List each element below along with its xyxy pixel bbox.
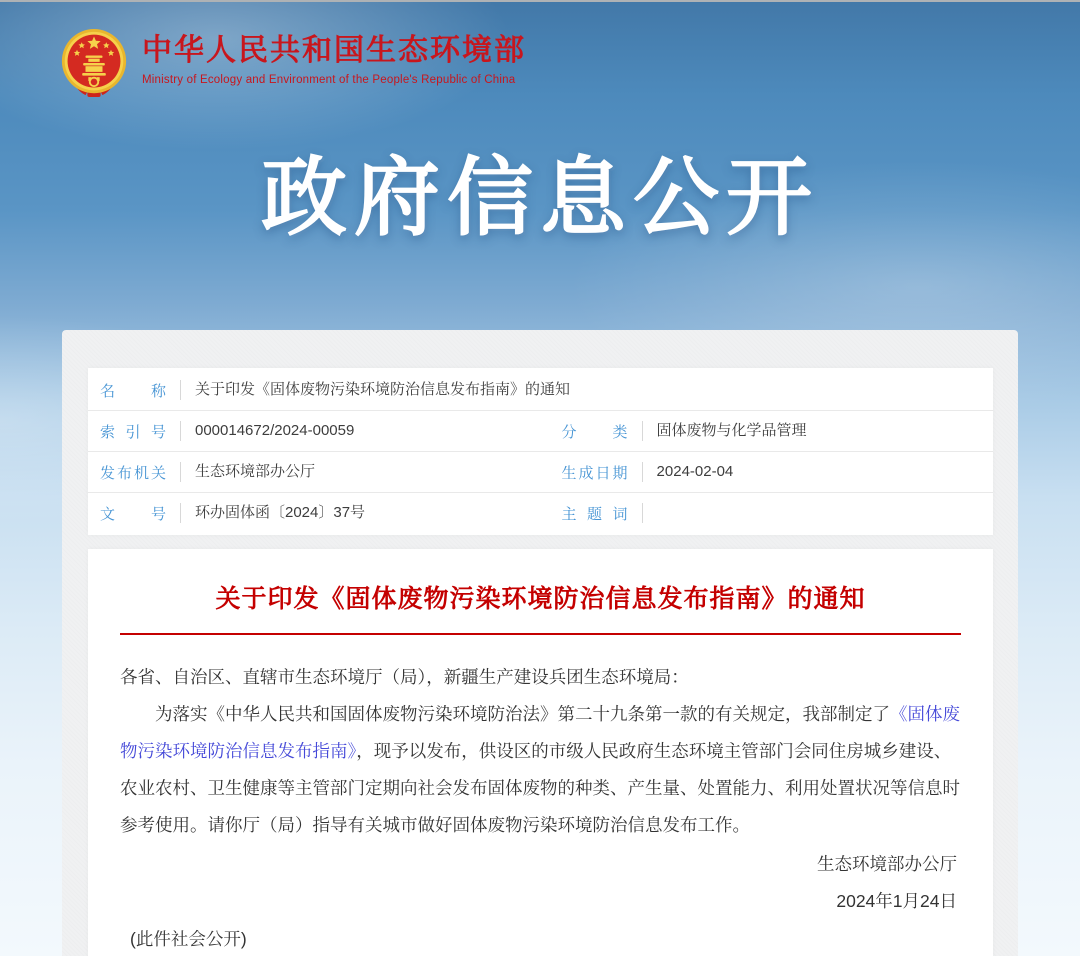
meta-value-category: 固体废物与化学品管理	[642, 421, 993, 441]
signature-block	[120, 846, 961, 920]
signature-organ: 生态环境部办公厅	[817, 854, 957, 874]
meta-label-subject-words: 主题词	[561, 505, 628, 523]
meta-value-document-number: 环办固体函〔2024〕37号	[180, 503, 550, 523]
body-text-before-link: 为落实《中华人民共和国固体废物污染环境防治法》第二十九条第一款的有关规定，我部制定了	[155, 704, 890, 724]
china-national-emblem-icon	[60, 26, 128, 100]
guide-document-link[interactable]: 《固体废物污染环境防治信息发布指南》	[120, 704, 960, 761]
meta-value-index-number: 000014672/2024-00059	[180, 421, 550, 441]
content-card	[62, 330, 1018, 956]
ministry-name-cn[interactable]: 中华人民共和国生态环境部	[142, 34, 526, 67]
meta-label-generated-date: 生成日期	[561, 464, 628, 482]
meta-value-generated-date: 2024-02-04	[642, 462, 993, 482]
meta-value-subject-words	[642, 503, 993, 523]
salutation-paragraph: 各省、自治区、直辖市生态环境厅（局），新疆生产建设兵团生态环境局：	[120, 667, 689, 687]
meta-value-title: 关于印发《固体废物污染环境防治信息发布指南》的通知	[180, 380, 993, 400]
meta-row-docnumber-subject	[88, 492, 993, 533]
document-panel	[88, 549, 993, 956]
meta-row-title	[88, 370, 993, 410]
document-body	[120, 659, 961, 844]
ministry-name-en: Ministry of Ecology and Environment of the People's Republic of China	[142, 74, 516, 86]
title-underline-rule	[120, 633, 961, 635]
document-title: 关于印发《固体废物污染环境防治信息发布指南》的通知	[215, 585, 866, 613]
meta-label-category: 分类	[561, 423, 628, 441]
meta-label-title: 名称	[100, 382, 166, 400]
meta-label-document-number: 文号	[100, 505, 166, 523]
top-edge-line	[0, 0, 1080, 2]
meta-value-issuing-organ: 生态环境部办公厅	[180, 462, 550, 482]
page-banner-title: 政府信息公开	[261, 150, 819, 246]
metadata-table	[88, 368, 993, 535]
site-header[interactable]	[60, 26, 526, 100]
main-paragraph	[120, 696, 961, 844]
site-title-block[interactable]	[142, 26, 526, 86]
meta-row-issuer-date	[88, 451, 993, 492]
signature-date: 2024年1月24日	[836, 891, 957, 911]
body-text-after-link: ，现予以发布，供设区的市级人民政府生态环境主管部门会同住房城乡建设、农业农村、卫生健康等主管部门定期向社会发布固体废物的种类、产生量、处置能力、利用处置状况等信息时参考使用。请你厅（局）指导有关城市做好固体废物污染环境防治信息发布工作。	[120, 741, 960, 835]
meta-label-issuing-organ: 发布机关	[100, 464, 166, 482]
meta-row-index-category	[88, 410, 993, 451]
meta-label-index-number: 索引号	[100, 423, 166, 441]
public-disclosure-note: (此件社会公开)	[130, 929, 247, 949]
